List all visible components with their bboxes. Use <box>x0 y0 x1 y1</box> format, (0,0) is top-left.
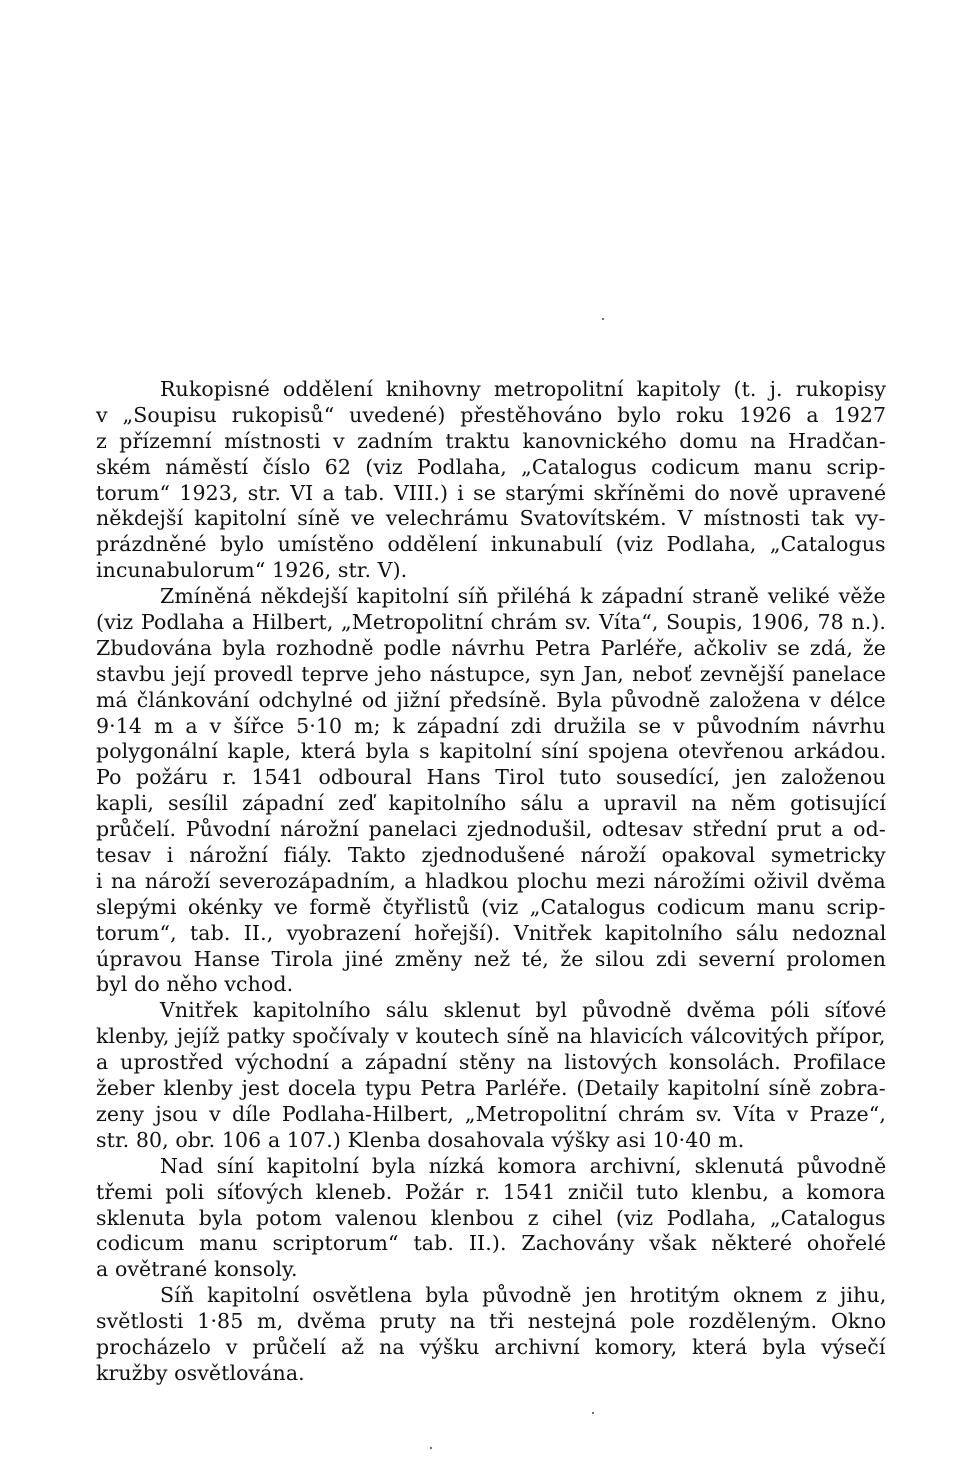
text-line: z přízemní místnosti v zadním traktu kanovnického domu na Hradčan- <box>96 428 886 453</box>
text-line: prázdněné bylo umístěno oddělení inkunabulí (viz Podlaha, „Catalogus <box>96 532 886 557</box>
text-line: sklenuta byla potom valenou klenbou z cihel (viz Podlaha, „Catalogus <box>96 1205 886 1230</box>
ink-speck <box>602 318 604 320</box>
text-line: str. 80, obr. 106 a 107.) Klenba dosahovala výšky asi 10·40 m. <box>96 1127 745 1152</box>
text-line: (viz Podlaha a Hilbert, „Metropolitní chrám sv. Víta“, Soupis, 1906, 78 n.). <box>96 610 887 635</box>
text-line: kružby osvětlována. <box>96 1360 305 1385</box>
text-line: klenby, jejíž patky spočívaly v koutech síně na hlavicích válcovitých přípor, <box>96 1024 886 1049</box>
text-line: Zbudována byla rozhodně podle návrhu Petra Parléře, ačkoliv se zdá, že <box>96 635 887 660</box>
text-line: Zmíněná někdejší kapitolní síň přiléhá k západní straně veliké věže <box>160 584 886 609</box>
text-line: Nad síní kapitolní byla nízká komora archivní, sklenutá původně <box>160 1153 887 1178</box>
text-line: byl do něho vchod. <box>96 972 294 997</box>
text-line: codicum manu scriptorum“ tab. II.). Zachovány však některé ohořelé <box>96 1231 887 1256</box>
ink-speck <box>430 1447 432 1449</box>
text-line: a ovětrané konsoly. <box>96 1257 298 1282</box>
text-line: procházelo v průčelí až na výšku archivní komory, která byla výsečí <box>96 1334 886 1359</box>
text-line: stavbu její provedl teprve jeho nástupce, syn Jan, neboť zevnější panelace <box>96 661 887 686</box>
text-line: třemi poli síťových kleneb. Požár r. 1541 zničil tuto klenbu, a komora <box>96 1179 886 1204</box>
text-line: žeber klenby jest docela typu Petra Parléře. (Detaily kapitolní síně zobra- <box>96 1076 886 1101</box>
text-line: Rukopisné oddělení knihovny metropolitní kapitoly (t. j. rukopisy <box>160 377 887 401</box>
text-line: Síň kapitolní osvětlena byla původně jen hrotitým oknem z jihu, <box>160 1283 887 1308</box>
text-line: v „Soupisu rukopisů“ uvedené) přestěhováno bylo roku 1926 a 1927 <box>96 402 887 427</box>
text-line: polygonální kaple, která byla s kapitolní síní spojena otevřenou arkádou. <box>96 739 887 764</box>
text-line: zeny jsou v díle Podlaha-Hilbert, „Metropolitní chrám sv. Víta v Praze“, <box>96 1101 886 1126</box>
text-line: světlosti 1·85 m, dvěma pruty na tři nestejná pole rozděleným. Okno <box>96 1309 887 1334</box>
text-line: torum“, tab. II., vyobrazení hořejší). Vnitřek kapitolního sálu nedoznal <box>96 920 887 945</box>
text-line: a uprostřed východní a západní stěny na listových konsolách. Profilace <box>96 1050 887 1075</box>
text-line: někdejší kapitolní síně ve velechrámu Svatovítském. V místnosti tak vy- <box>96 506 886 531</box>
text-line: kapli, sesílil západní zeď kapitolního sálu a upravil na něm gotisující <box>96 791 887 816</box>
text-line: Po požáru r. 1541 odboural Hans Tirol tuto sousedící, jen založenou <box>96 765 886 790</box>
text-line: ském náměstí číslo 62 (viz Podlaha, „Catalogus codicum manu scrip- <box>96 454 886 479</box>
text-line: průčelí. Původní nárožní panelaci zjednodušil, odtesav střední prut a od- <box>96 817 886 842</box>
text-line: 9·14 m a v šířce 5·10 m; k západní zdi družila se v původním návrhu <box>96 713 886 738</box>
text-line: torum“ 1923, str. VI a tab. VIII.) i se starými skříněmi do nově upravené <box>96 480 887 505</box>
text-line: slepými okénky ve formě čtyřlistů (viz „Catalogus codicum manu scrip- <box>96 894 886 919</box>
body-text <box>96 377 886 1387</box>
text-line: i na nároží severozápadním, a hladkou plochu mezi nárožími oživil dvěma <box>96 868 886 893</box>
text-line: tesav i nárožní fiály. Takto zjednodušené nároží opakoval symetricky <box>96 843 886 868</box>
text-line: má článkování odchylné od jižní předsíně. Byla původně založena v délce <box>96 687 886 712</box>
ink-speck <box>592 1412 594 1414</box>
text-line: úpravou Hanse Tirola jiné změny než té, že silou zdi severní prolomen <box>96 946 887 971</box>
text-line: incunabulorum“ 1926, str. V). <box>96 558 408 583</box>
text-line: Vnitřek kapitolního sálu sklenut byl původně dvěma póli síťové <box>160 998 887 1023</box>
